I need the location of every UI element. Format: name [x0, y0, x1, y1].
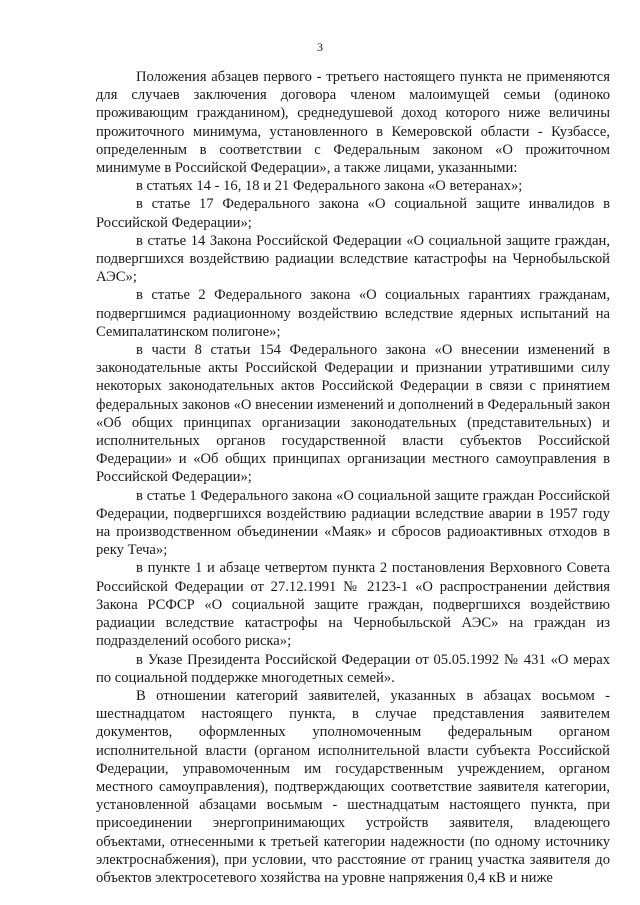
paragraph: в пункте 1 и абзаце четвертом пункта 2 постановления Верховного Совета Российской Федерации от 27.12.1991 № 2123-1 «О распространении действия Закона РСФСР «О социальной защите граждан, подвергшихся воздействию радиации вследствие катастрофы на Чернобыльской АЭС» на граждан из подразделений особого риска»;	[96, 560, 610, 650]
page-number: 3	[317, 40, 323, 54]
paragraph: в статье 17 Федерального закона «О социальной защите инвалидов в Российской Федерации»;	[96, 196, 610, 231]
document-body	[96, 68, 610, 887]
paragraph: в статье 14 Закона Российской Федерации «О социальной защите граждан, подвергшихся воздействию радиации вследствие катастрофы на Чернобыльской АЭС»;	[96, 232, 610, 286]
paragraph: в статьях 14 - 16, 18 и 21 Федерального закона «О ветеранах»;	[136, 178, 523, 195]
paragraph: Положения абзацев первого - третьего настоящего пункта не применяются для случаев заключения договора членом малоимущей семьи (одиноко проживающим гражданином), среднедушевой доход которого ниже величины прожиточного минимума, установленного в Кемеровской области - Кузбассе, определенным в соответствии с Федеральным законом «О прожиточном минимуме в Российской Федерации», а также лицами, указанными:	[96, 69, 610, 177]
paragraph: в статье 1 Федерального закона «О социальной защите граждан Российской Федерации, подвергшихся воздействию радиации вследствие аварии в 1957 году на производственном объединении «Маяк» и сбросов радиоактивных отходов в реку Теча»;	[96, 487, 610, 559]
paragraph: в Указе Президента Российской Федерации от 05.05.1992 № 431 «О мерах по социальной поддержке многодетных семей».	[96, 651, 610, 686]
paragraph: в части 8 статьи 154 Федерального закона «О внесении изменений в законодательные акты Российской Федерации и признании утратившими силу некоторых законодательных актов Российской Федерации в связи с принятием федеральных законов «О внесении изменений и дополнений в Федеральный закон «Об общих принципах организации законодательных (представительных) и исполнительных органов государственной власти субъектов Российской Федерации» и «Об общих принципах организации местного самоуправления в Российской Федерации»;	[96, 342, 610, 486]
paragraph: В отношении категорий заявителей, указанных в абзацах восьмом - шестнадцатом настоящего пункта, в случае представления заявителем документов, оформленных уполномоченным федеральным органом исполнительной власти (органом исполнительной власти субъекта Российской Федерации, управомоченным им государственным учреждением, органом местного самоуправления), подтверждающих соответствие заявителя категории, установленной абзацами восьмым - шестнадцатым настоящего пункта, при присоединении энергопринимающих устройств заявителя, владеющего объектами, отнесенными к третьей категории надежности (по одному источнику электроснабжения), при условии, что расстояние от границ участка заявителя до объектов электросетевого хозяйства на уровне напряжения 0,4 кВ и ниже	[96, 687, 610, 886]
paragraph: в статье 2 Федерального закона «О социальных гарантиях гражданам, подвергшимся радиационному воздействию вследствие ядерных испытаний на Семипалатинском полигоне»;	[96, 287, 610, 340]
